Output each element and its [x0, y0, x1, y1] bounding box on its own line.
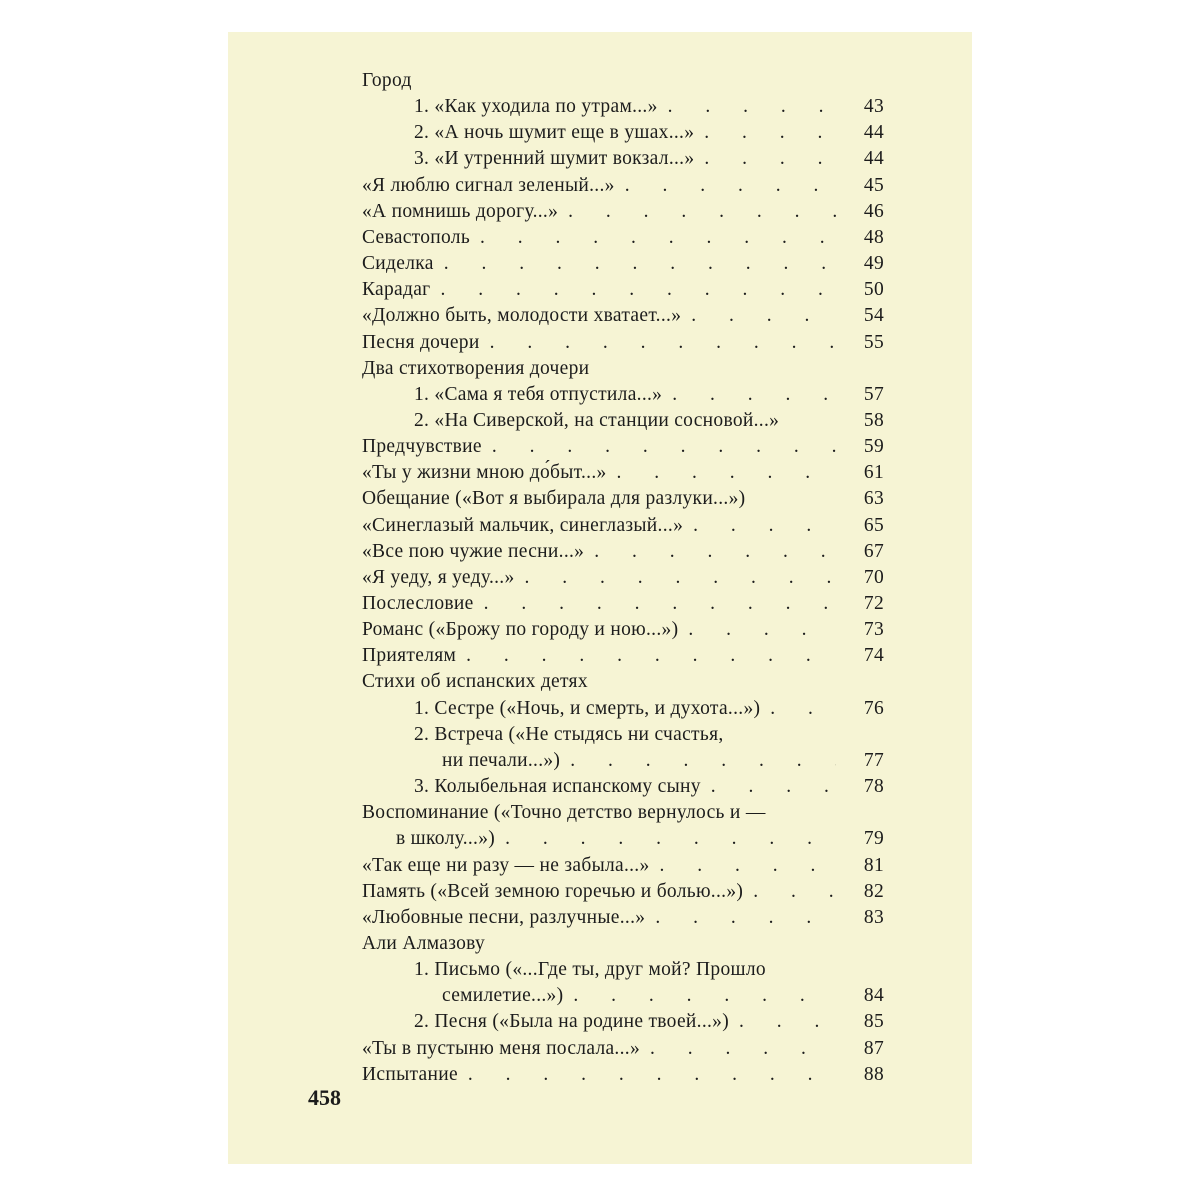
toc-entry-title: 2. «А ночь шумит еще в ушах...» [414, 122, 695, 144]
toc-entry-title: ни печали...») [442, 749, 561, 771]
dot-leader [594, 539, 836, 565]
toc-entry-page: 61 [863, 462, 884, 484]
toc-entry-page: 78 [863, 776, 884, 798]
dot-leader [672, 382, 836, 408]
dot-leader [468, 1062, 836, 1088]
toc-entry-page: 83 [863, 906, 884, 928]
toc-entry [414, 957, 884, 983]
toc-entry-page: 43 [863, 96, 884, 118]
toc-entry-page: 87 [863, 1037, 884, 1059]
toc-entry-page: 74 [863, 645, 884, 667]
toc-entry [362, 330, 884, 356]
toc-entry [362, 434, 884, 460]
toc-entry-title: Воспоминание («Точно детство вернулось и — [362, 802, 766, 824]
toc-entry [362, 277, 884, 303]
dot-leader [668, 94, 836, 120]
toc-entry-page: 48 [863, 226, 884, 248]
toc-entry [362, 460, 884, 486]
toc-entry-title: в школу...») [396, 828, 496, 850]
toc-entry-title: «Синеглазый мальчик, синеглазый...» [362, 514, 684, 536]
toc-entry-page: 44 [863, 122, 884, 144]
toc-entry-title: Севастополь [362, 226, 471, 248]
toc-entry-title: «Любовные песни, разлучные...» [362, 906, 646, 928]
toc-entry-page: 44 [863, 148, 884, 170]
toc-entry-page: 82 [863, 880, 884, 902]
toc-entry [414, 382, 884, 408]
toc-entry [362, 800, 884, 826]
toc-entry-page: 84 [863, 985, 884, 1007]
dot-leader [492, 434, 836, 460]
toc-entry-title: Романс («Брожу по городу и ною...») [362, 619, 679, 641]
toc-entry-title: 2. Встреча («Не стыдясь ни счастья, [414, 723, 724, 745]
toc-entry [414, 722, 884, 748]
toc-entry [362, 853, 884, 879]
toc-entry [414, 146, 884, 172]
toc-entry-title: 1. «Сама я тебя отпустила...» [414, 383, 663, 405]
toc-entry-page: 55 [863, 331, 884, 353]
toc-entry-page: 77 [863, 749, 884, 771]
toc-entry-title: «А помнишь дорогу...» [362, 200, 559, 222]
toc-entry-title: 2. Песня («Была на родине твоей...») [414, 1011, 730, 1033]
toc-entry-title: 3. Колыбельная испанскому сыну [414, 776, 701, 798]
toc-entry-title: «Я люблю сигнал зеленый...» [362, 174, 615, 196]
dot-leader [568, 199, 836, 225]
toc-entry [362, 905, 884, 931]
toc-entry-title: Обещание («Вот я выбирала для разлуки...») [362, 488, 746, 510]
toc-entry [414, 1009, 884, 1035]
dot-leader [480, 225, 836, 251]
dot-leader [704, 120, 836, 146]
dot-leader [570, 748, 836, 774]
toc-entry-page: 45 [863, 174, 884, 196]
dot-leader [440, 277, 836, 303]
toc-entry [414, 94, 884, 120]
toc-entry-title: 1. Письмо («...Где ты, друг мой? Прошло [414, 959, 766, 981]
toc-entry [362, 669, 884, 695]
toc-entry-page: 88 [863, 1063, 884, 1085]
toc-entry-title: Стихи об испанских детях [362, 671, 588, 693]
toc-entry-page: 50 [863, 279, 884, 301]
dot-leader [444, 251, 836, 277]
dot-leader [650, 1036, 836, 1062]
dot-leader [505, 826, 836, 852]
toc-entry-page: 70 [863, 566, 884, 588]
toc-entry [362, 565, 884, 591]
toc-entry-title: Карадаг [362, 279, 431, 301]
dot-leader [693, 513, 836, 539]
toc-entry-page: 57 [863, 383, 884, 405]
dot-leader [688, 617, 836, 643]
dot-leader [484, 591, 836, 617]
toc-entry [396, 826, 884, 852]
dot-leader [691, 303, 836, 329]
toc-entry-page: 54 [863, 305, 884, 327]
toc-entry [442, 983, 884, 1009]
dot-leader [525, 565, 836, 591]
toc-entry-title: Али Алмазову [362, 932, 486, 954]
toc-entry-page: 81 [863, 854, 884, 876]
toc-entry [362, 1062, 884, 1088]
toc-entry-title: «Ты в пустыню меня послала...» [362, 1037, 641, 1059]
toc-entry-title: 1. Сестре («Ночь, и смерть, и духота...») [414, 697, 761, 719]
toc-entry-page: 46 [863, 200, 884, 222]
toc-entry-title: «Должно быть, молодости хватает...» [362, 305, 682, 327]
dot-leader [753, 879, 836, 905]
toc-entry [362, 356, 884, 382]
toc-entry [414, 120, 884, 146]
toc-entry [362, 931, 884, 957]
toc-entry-page: 73 [863, 619, 884, 641]
toc-entry-title: Песня дочери [362, 331, 480, 353]
toc-entry-page: 49 [863, 253, 884, 275]
toc-entry-title: Приятелям [362, 645, 457, 667]
toc-entry [362, 879, 884, 905]
toc-entry-page: 59 [863, 436, 884, 458]
toc-entry [414, 696, 884, 722]
page-number: 458 [308, 1085, 341, 1110]
toc-entry-page: 65 [863, 514, 884, 536]
toc-entry-title: Два стихотворения дочери [362, 357, 590, 379]
book-page [228, 32, 972, 1164]
toc-entry-title: «Так еще ни разу — не забыла...» [362, 854, 650, 876]
toc-entry [362, 225, 884, 251]
toc-entry-title: Предчувствие [362, 436, 482, 458]
toc-entry-title: Послесловие [362, 593, 474, 614]
dot-leader [655, 905, 836, 931]
toc-entry-page: 67 [863, 540, 884, 562]
dot-leader [573, 983, 836, 1009]
toc-entry-page: 76 [863, 697, 884, 719]
toc-entry-title: «Все пою чужие песни...» [362, 540, 585, 562]
dot-leader [466, 643, 836, 669]
toc-entry [362, 251, 884, 277]
toc-entry-title: Память («Всей земною горечью и болью...») [362, 880, 744, 902]
toc-entry-page: 58 [863, 409, 884, 431]
toc-entry [362, 1036, 884, 1062]
toc-entry [362, 199, 884, 225]
toc-entry-title: Испытание [362, 1063, 458, 1085]
dot-leader [660, 853, 836, 879]
toc-entry [362, 513, 884, 539]
toc-entry [362, 68, 884, 94]
toc-entry [362, 591, 884, 617]
toc-entry-title: Город [362, 70, 412, 91]
toc-entry [362, 617, 884, 643]
toc-entry-title: 1. «Как уходила по утрам...» [414, 96, 658, 118]
dot-leader [625, 173, 836, 199]
toc-entry-title: 2. «На Сиверской, на станции сосновой...» [414, 409, 780, 431]
toc-entry-page: 79 [863, 828, 884, 850]
toc-entry [414, 408, 884, 434]
toc-entry-title: «Я уеду, я уеду...» [362, 566, 515, 588]
toc-entry-page: 63 [863, 488, 884, 510]
dot-leader [617, 460, 836, 486]
toc-entry-title: Сиделка [362, 253, 434, 275]
toc-entry [414, 774, 884, 800]
dot-leader [704, 146, 836, 172]
toc-entry-page: 85 [863, 1011, 884, 1033]
toc-entry [362, 643, 884, 669]
toc-entry [362, 539, 884, 565]
dot-leader [739, 1009, 836, 1035]
toc-entry-title: 3. «И утренний шумит вокзал...» [414, 148, 695, 170]
dot-leader [770, 696, 836, 722]
toc-entry [362, 303, 884, 329]
toc-entry [362, 173, 884, 199]
toc-entry-title: семилетие...») [442, 985, 564, 1007]
toc-entry-title: «Ты у жизни мною до́быт...» [362, 462, 607, 484]
toc-entry [442, 748, 884, 774]
dot-leader [711, 774, 836, 800]
toc-entry-page: 72 [863, 593, 884, 614]
toc-entry [362, 486, 884, 512]
dot-leader [490, 330, 836, 356]
